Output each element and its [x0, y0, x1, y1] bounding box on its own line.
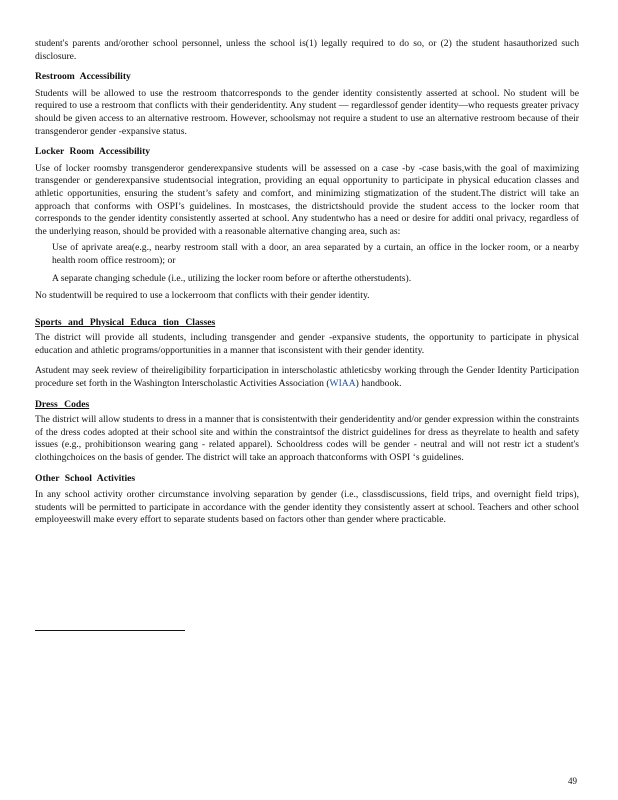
- intro-paragraph: student's parents and/orother school personnel, unless the school is(1) legally required to do so, or (2) the student hasauthorized such disclosure.: [35, 38, 579, 62]
- other-activities-heading: Other School Activities: [35, 472, 136, 484]
- page-number: 49: [568, 776, 577, 786]
- document-body: [35, 38, 579, 527]
- bullet-text-private-area: Use of aprivate area(e.g., nearby restroom stall with a door, an area separated by a curtain, an office in the locker room, or a nearby health room office restroom); or: [52, 242, 579, 266]
- list-item: [35, 273, 579, 286]
- dress-code-paragraph: The district will allow students to dress in a manner that is consistentwith their genderidentity and/or gender expression within the constraints of the dress codes adopted at their school site and within the constraintsof the district guidelines for dress as theyrelate to health and safety issues (e.g., prohibitionson wearing gang - related apparel). Schooldress codes will be gender - neutral and will not restr ict a student's clothingchoices on the basis of gender. The district will take an approach thatconforms with OSPI ‘s guidelines.: [35, 414, 579, 464]
- bullet-icon: [35, 242, 52, 267]
- list-item: [35, 242, 579, 267]
- sports-paragraph: The district will provide all students, including transgender and gender -expansive students, the opportunity to participate in physical education and athletic programs/opportunities in a manner that isconsistent with their gender identity.: [35, 332, 579, 356]
- locker-room-paragraph: Use of locker roomsby transgenderor genderexpansive students will be assessed on a case -by -case basis,with the goal of maximizing transgender or genderexpansive studentsocial integration, providing an equal opportunity to participate in physical education classes and athletic opportunities, ensuring the student’s safety and comfort, and minimizing stigmatization of the student.The district will take an approach that conforms with OSPI’s guidelines. In mostcases, the districtshould provide the student access to the locker room that corresponds to the gender identity consistently asserted at school. Any studentwho has a need or desire for additi onal privacy, regardless of the underlying reason, should be provided with a reasonable alternative changing area, such as:: [35, 162, 579, 237]
- restroom-paragraph: Students will be allowed to use the restroom thatcorresponds to the gender identity consistently asserted at school. No student will be required to use a restroom that conflicts with their genderidentity. Any student — regardlessof gender identity—who requests greater privacy should be given access to an alternative restroom. However, schoolsmay not require a student to use an alternative restroom because of their transgenderor gender -expansive status.: [35, 87, 579, 137]
- dress-code-heading: Dress Codes: [35, 398, 90, 410]
- sports-wiaa-text-before: Astudent may seek review of theireligibility forparticipation in interscholastic athleticsby working through the Gender Identity Participation procedure set forth in the Washington Interscholastic Activities Association (: [35, 365, 579, 390]
- locker-room-heading: Locker Room Accessibility: [35, 146, 151, 158]
- sports-heading: Sports and Physical Educa tion Classes: [35, 316, 216, 328]
- sports-wiaa-text-after: ) handbook.: [355, 378, 402, 390]
- sports-wiaa-paragraph: [35, 365, 579, 390]
- locker-room-closing: No studentwill be required to use a lockerroom that conflicts with their gender identity.: [35, 290, 370, 302]
- other-activities-paragraph: In any school activity orother circumstance involving separation by gender (i.e., classdiscussions, field trips, and overnight field trips), students will be permitted to participate in accordance with the gender identity they consistently assert at school. Teachers and other school employeeswill make every effort to separate students based on factors other than gender where practicable.: [35, 489, 579, 526]
- wiaa-link[interactable]: WIAA: [329, 378, 356, 390]
- bullet-icon: [35, 273, 52, 286]
- restroom-heading: Restroom Accessibility: [35, 71, 131, 83]
- footnote-divider: [35, 630, 185, 631]
- bullet-text-separate-schedule: A separate changing schedule (i.e., utilizing the locker room before or afterthe otherstudents).: [52, 272, 412, 284]
